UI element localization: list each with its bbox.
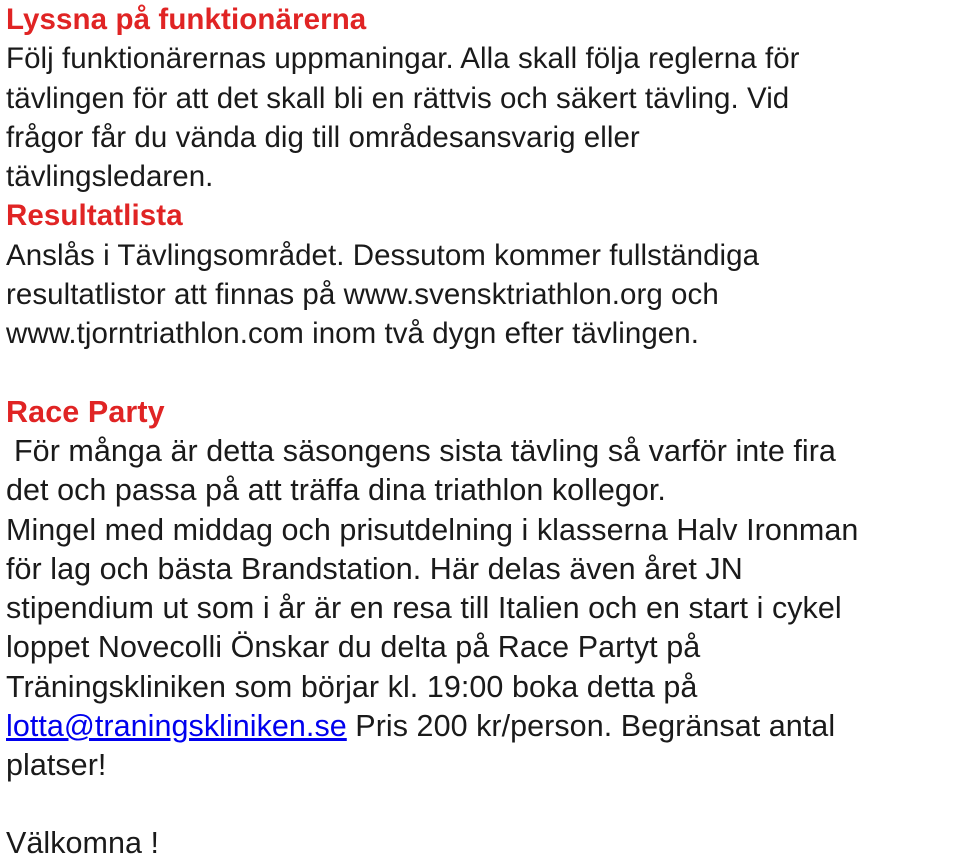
spacer (6, 786, 956, 824)
heading-lyssna: Lyssna på funktionärerna (6, 3, 367, 36)
section-funktionarer (6, 0, 956, 196)
heading-race-party: Race Party (6, 394, 165, 429)
body-line: Mingel med middag och prisutdelning i klasserna Halv Ironman (6, 512, 859, 547)
body-line: www.tjorntriathlon.com inom två dygn efter tävlingen. (6, 317, 699, 351)
body-line: platser! (6, 748, 107, 783)
email-link[interactable]: lotta@traningskliniken.se (6, 709, 347, 744)
body-line: För många är detta säsongens sista tävling så varför inte fira (14, 433, 836, 468)
body-line: det och passa på att träffa dina triathlon kollegor. (6, 473, 666, 508)
email-line (6, 707, 956, 746)
body-line: resultatlistor att finnas på www.svensktriathlon.org och (6, 278, 719, 312)
body-line: loppet Novecolli Önskar du delta på Race Partyt på (6, 630, 701, 665)
section-race-party (6, 393, 956, 786)
document (6, 0, 956, 863)
closing (6, 824, 956, 863)
section-resultatlista (6, 196, 956, 353)
body-line: tävlingen för att det skall bli en rättvis och säkert tävling. Vid (6, 81, 790, 115)
body-line: Träningskliniken som börjar kl. 19:00 boka detta på (6, 669, 698, 704)
body-line: Anslås i Tävlingsområdet. Dessutom kommer fullständiga (6, 238, 760, 272)
heading-resultatlista: Resultatlista (6, 199, 183, 233)
spacer (6, 354, 956, 393)
body-line: för lag och bästa Brandstation. Här delas även året JN (6, 551, 743, 586)
closing-text: Välkomna ! (6, 825, 160, 860)
body-line: tävlingsledaren. (6, 160, 214, 194)
price-text: Pris 200 kr/person. Begränsat antal (346, 709, 836, 744)
body-line: stipendium ut som i år är en resa till Italien och en start i cykel (6, 591, 842, 626)
body-line: frågor får du vända dig till områdesansvarig eller (6, 120, 640, 154)
body-line: Följ funktionärernas uppmaningar. Alla skall följa reglerna för (6, 42, 800, 76)
